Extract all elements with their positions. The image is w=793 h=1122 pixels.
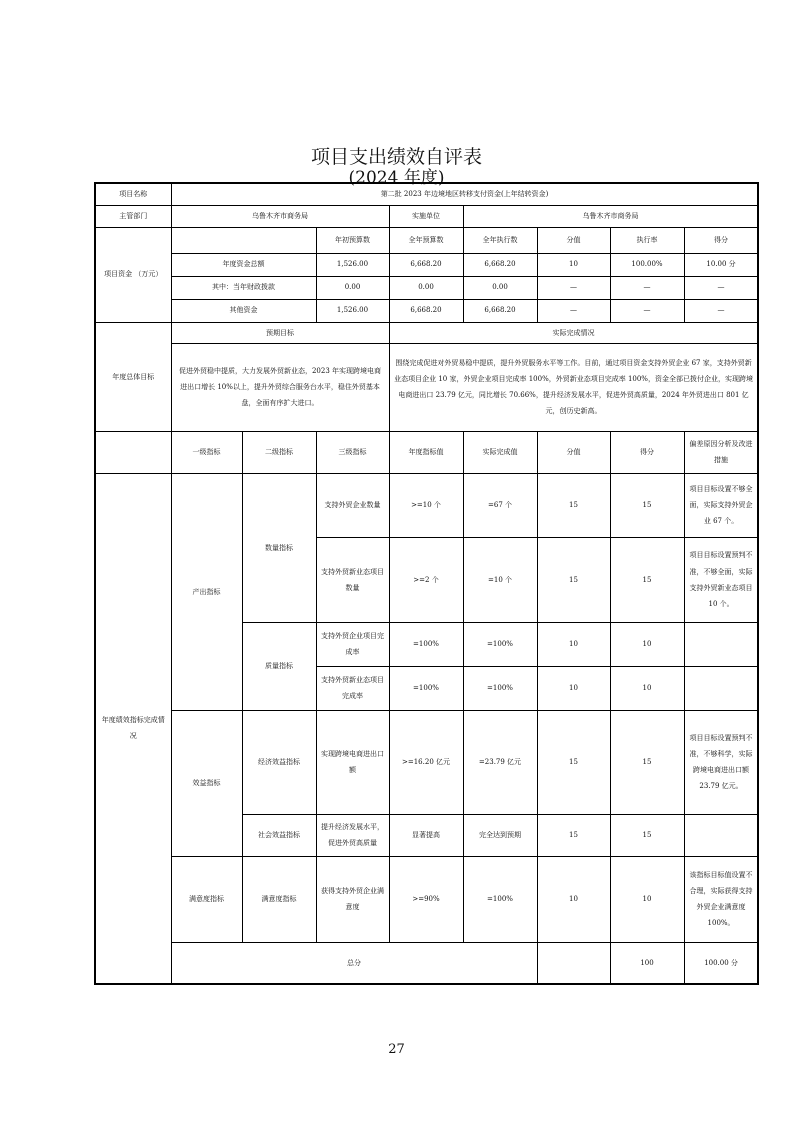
indicator-weight: 10 xyxy=(537,856,610,942)
indicator-note: 该指标目标值设置不合理，实际获得支持外贸企业满意度 100%。 xyxy=(684,856,758,942)
indicator-actual: =100% xyxy=(463,622,537,666)
indicator-score: 10 xyxy=(610,622,684,666)
indicator-header: 实际完成值 xyxy=(463,431,537,473)
indicator-actual: 完全达到预期 xyxy=(463,814,537,856)
indicator-header: 得分 xyxy=(610,431,684,473)
funds-cell: 6,668.20 xyxy=(389,299,463,322)
funds-cell: 10.00 分 xyxy=(684,253,758,276)
funds-row xyxy=(95,253,758,276)
funds-cell: 1,526.00 xyxy=(316,299,389,322)
indicator-name: 获得支持外贸企业满意度 xyxy=(316,856,389,942)
level2-social: 社会效益指标 xyxy=(242,814,316,856)
indicator-name: 支持外贸新业态项目完成率 xyxy=(316,666,389,710)
funds-cell: 6,668.20 xyxy=(463,253,537,276)
indicator-name: 支持外贸新业态项目数量 xyxy=(316,537,389,622)
performance-table xyxy=(94,182,759,985)
funds-cell: 10 xyxy=(537,253,610,276)
funds-label: 项目资金 （万元） xyxy=(95,227,171,322)
indicator-header: 一级指标 xyxy=(171,431,242,473)
level1-output: 产出指标 xyxy=(171,473,242,710)
indicator-score: 10 xyxy=(610,666,684,710)
indicator-score: 15 xyxy=(610,473,684,537)
total-score: 100.00 分 xyxy=(684,942,758,984)
goals-planned-header: 预期目标 xyxy=(171,322,389,343)
funds-cell: — xyxy=(610,299,684,322)
funds-cell: 0.00 xyxy=(316,276,389,299)
indicator-weight: 10 xyxy=(537,622,610,666)
funds-col: 年初预算数 xyxy=(316,227,389,253)
indicator-score: 10 xyxy=(610,856,684,942)
funds-row xyxy=(95,276,758,299)
goals-actual-header: 实际完成情况 xyxy=(389,322,758,343)
indicator-score: 15 xyxy=(610,537,684,622)
funds-col: 全年执行数 xyxy=(463,227,537,253)
level2-quality: 质量指标 xyxy=(242,622,316,710)
indicator-actual: =23.79 亿元 xyxy=(463,710,537,814)
funds-cell: 100.00% xyxy=(610,253,684,276)
indicator-actual: =67 个 xyxy=(463,473,537,537)
project-name: 第二批 2023 年边境地区转移支付资金(上年结转资金) xyxy=(171,183,758,205)
indicator-note xyxy=(684,666,758,710)
goals-label: 年度总体目标 xyxy=(95,322,171,431)
indicator-target: >=2 个 xyxy=(389,537,463,622)
indicator-actual: =100% xyxy=(463,666,537,710)
indicator-note: 项目目标设置不够全面，实际支持外贸企业 67 个。 xyxy=(684,473,758,537)
funds-col: 执行率 xyxy=(610,227,684,253)
total-label: 总分 xyxy=(171,942,537,984)
funds-cell: — xyxy=(684,276,758,299)
indicator-note xyxy=(684,814,758,856)
funds-cell: 0.00 xyxy=(463,276,537,299)
indicator-weight: 15 xyxy=(537,537,610,622)
funds-cell: — xyxy=(537,299,610,322)
indicator-row xyxy=(95,473,758,537)
indicator-weight: 15 xyxy=(537,814,610,856)
funds-row-name: 其中：当年财政拨款 xyxy=(171,276,316,299)
total-row xyxy=(95,942,758,984)
indicator-target: >=10 个 xyxy=(389,473,463,537)
indicator-target: =100% xyxy=(389,666,463,710)
funds-col: 得分 xyxy=(684,227,758,253)
impl: 乌鲁木齐市商务局 xyxy=(463,205,758,227)
impl-label: 实施单位 xyxy=(389,205,463,227)
funds-cell: — xyxy=(537,276,610,299)
dept-label: 主管部门 xyxy=(95,205,171,227)
indicator-header: 二级指标 xyxy=(242,431,316,473)
indicator-actual: =100% xyxy=(463,856,537,942)
page-title: 项目支出绩效自评表 xyxy=(310,146,482,168)
level2-satisfaction: 满意度指标 xyxy=(242,856,316,942)
indicator-weight: 15 xyxy=(537,473,610,537)
row-project-name xyxy=(95,183,758,205)
funds-row xyxy=(95,299,758,322)
indicator-header: 偏差原因分析及改进措施 xyxy=(684,431,758,473)
indicator-note xyxy=(684,622,758,666)
indicator-target: =100% xyxy=(389,622,463,666)
indicator-name: 实现跨境电商进出口额 xyxy=(316,710,389,814)
funds-cell: 1,526.00 xyxy=(316,253,389,276)
indicator-name: 提升经济发展水平，促进外贸高质量 xyxy=(316,814,389,856)
indicator-name: 支持外贸企业项目完成率 xyxy=(316,622,389,666)
level2-economic: 经济效益指标 xyxy=(242,710,316,814)
funds-row-name: 其他资金 xyxy=(171,299,316,322)
indicator-weight: 10 xyxy=(537,666,610,710)
indicator-target: >=16.20 亿元 xyxy=(389,710,463,814)
indicator-header: 年度指标值 xyxy=(389,431,463,473)
indicator-header: 三级指标 xyxy=(316,431,389,473)
indicator-score: 15 xyxy=(610,710,684,814)
indicator-weight: 15 xyxy=(537,710,610,814)
indicator-score: 15 xyxy=(610,814,684,856)
funds-cell: — xyxy=(684,299,758,322)
goals-actual: 围绕完成促进对外贸易稳中提质，提升外贸服务水平等工作。目前，通过项目资金支持外贸企业 67 家，支持外贸新业态项目企业 10 家，外贸企业项目完成率 100%，外贸新业态项目完成率 100%，资金全部已拨付企业，实现跨境电商进出口 23.79 亿元，同比增长 70.66%，提升经济发展水平，促进外贸高质量，2024 年外贸进出口 801 亿元，创历史新高。 xyxy=(389,343,758,431)
indicator-name: 支持外贸企业数量 xyxy=(316,473,389,537)
funds-header-row xyxy=(95,227,758,253)
project-name-label: 项目名称 xyxy=(95,183,171,205)
goals-planned: 促进外贸稳中提质，大力发展外贸新业态，2023 年实现跨境电商进出口增长 10%以上，提升外贸综合服务台水平，稳住外贸基本盘，全面有序扩大进口。 xyxy=(171,343,389,431)
level2-quantity: 数量指标 xyxy=(242,473,316,622)
level1-satisfaction: 满意度指标 xyxy=(171,856,242,942)
funds-cell: — xyxy=(610,276,684,299)
dept: 乌鲁木齐市商务局 xyxy=(171,205,389,227)
indicator-target: >=90% xyxy=(389,856,463,942)
indicator-target: 显著提高 xyxy=(389,814,463,856)
funds-col: 全年预算数 xyxy=(389,227,463,253)
indicator-header: 分值 xyxy=(537,431,610,473)
total-weight: 100 xyxy=(610,942,684,984)
funds-col: 分值 xyxy=(537,227,610,253)
funds-cell: 6,668.20 xyxy=(463,299,537,322)
goals-header-row xyxy=(95,322,758,343)
funds-row-name: 年度资金总额 xyxy=(171,253,316,276)
level1-benefit: 效益指标 xyxy=(171,710,242,856)
indicator-actual: =10 个 xyxy=(463,537,537,622)
indicator-note: 项目目标设置预判不准，不够科学，实际跨境电商进出口额 23.79 亿元。 xyxy=(684,710,758,814)
page-subtitle: (2024 年度) xyxy=(348,168,445,188)
funds-cell: 6,668.20 xyxy=(389,253,463,276)
indicator-section-label: 年度绩效指标完成情况 xyxy=(95,473,171,984)
indicator-row xyxy=(95,856,758,942)
row-departments xyxy=(95,205,758,227)
indicator-row xyxy=(95,710,758,814)
indicator-header-row xyxy=(95,431,758,473)
funds-cell: 0.00 xyxy=(389,276,463,299)
goals-content-row xyxy=(95,343,758,431)
page-number: 27 xyxy=(388,1042,405,1057)
indicator-note: 项目目标设置预判不准，不够全面，实际支持外贸新业态项目 10 个。 xyxy=(684,537,758,622)
